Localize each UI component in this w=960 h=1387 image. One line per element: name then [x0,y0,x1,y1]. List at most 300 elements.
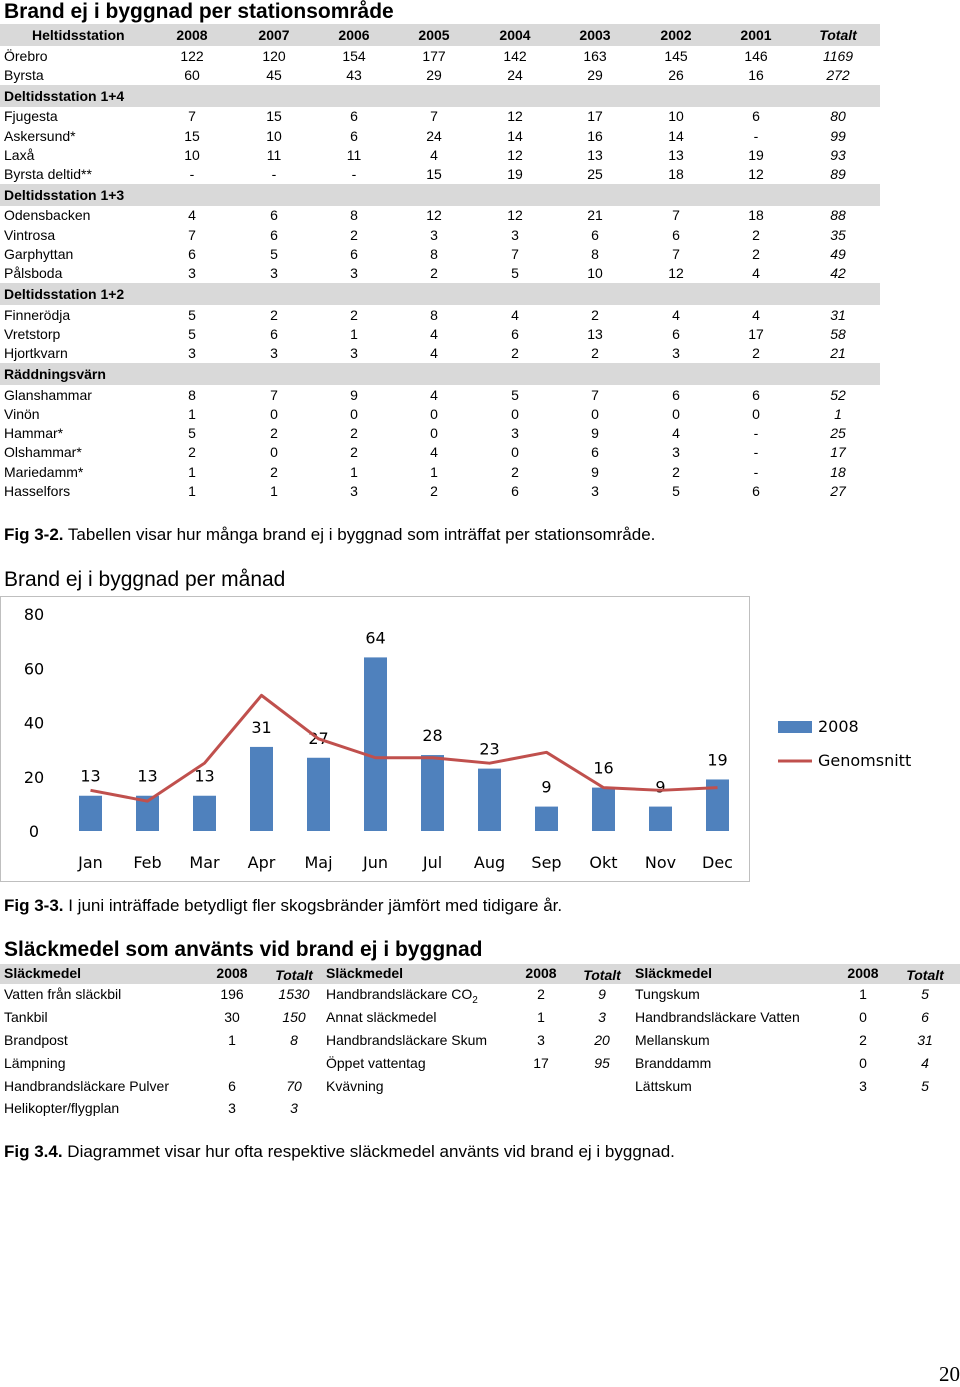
station-name: Mariedamm* [4,463,84,480]
cell-value: 0 [672,405,680,422]
row-total: 49 [830,246,846,263]
cell-value: 3 [430,226,438,243]
subscript: 2 [472,994,478,1006]
cell-value: 1 [430,463,438,480]
station-name: Laxå [4,146,35,163]
cell-value: 154 [342,47,366,64]
cell-value: 4 [430,325,438,342]
extinguisher-2008: 1 [859,986,867,1002]
cell-value: 3 [270,265,278,282]
year-header: 2001 [740,27,772,43]
cell-value: 24 [507,66,523,83]
section-row [0,184,880,206]
cell-value: 21 [587,207,603,224]
cell-value: 2 [511,345,519,362]
legend-label: 2008 [818,717,859,736]
extinguisher-name: Handbrandsläckare $CO_2$ [326,986,478,1006]
cell-value: 1 [270,482,278,499]
cell-value: 10 [184,146,200,163]
cell-value: 1 [350,325,358,342]
cell-value: 6 [752,108,760,125]
cell-value: 2 [188,444,196,461]
cell-value: 15 [184,127,200,144]
x-tick-label: Maj [304,853,333,872]
x-tick-label: Aug [473,853,506,872]
table1-title: Brand ej i byggnad per stationsområde [4,0,394,23]
y-tick-label: 0 [28,822,40,841]
extinguisher-total: 9 [598,986,606,1002]
table-row [0,145,880,164]
cell-value: 9 [350,386,358,403]
bar-data-label: 31 [251,717,272,737]
extinguisher-name: Kvävning [326,1078,384,1094]
cell-value: 8 [430,246,438,263]
table-row [0,385,880,404]
col-header-year: 2008 [216,965,248,981]
extinguisher-name: Mellanskum [635,1032,710,1048]
y-tick-label: 20 [23,767,45,787]
cell-value: 18 [748,207,764,224]
monthly-chart [0,596,960,886]
station-name: Hjortkvarn [4,345,68,362]
bar [421,755,444,831]
cell-value: 6 [672,386,680,403]
station-name: Glanshammar [4,386,92,403]
extinguisher-name: Handbrandsläckare Skum [326,1032,488,1048]
station-name: Askersund* [4,127,76,144]
table-row [0,481,880,500]
cell-value: 6 [350,127,358,144]
extinguisher-total: 5 [921,1078,929,1094]
station-name: Byrsta [4,66,44,83]
cell-value: - [753,463,759,480]
cell-value: 60 [184,66,200,83]
row-total: 99 [830,127,846,144]
cell-value: 3 [350,265,358,282]
extinguisher-name: Branddamm [635,1055,712,1071]
cell-value: 120 [262,47,286,64]
bar [364,657,387,831]
cell-value: 122 [180,47,204,64]
cell-value: 2 [270,306,278,323]
table-header-row [0,24,880,46]
cell-value: - [351,166,357,183]
year-header: 2006 [338,27,370,43]
extinguisher-name: Öppet vattentag [326,1055,426,1071]
cell-value: 4 [752,265,760,282]
cell-value: 3 [270,345,278,362]
station-table [0,24,880,501]
cell-value: 4 [752,306,760,323]
station-name: Vretstorp [4,325,61,342]
cell-value: - [753,127,759,144]
cell-value: 3 [672,345,680,362]
cell-value: 3 [511,226,519,243]
extinguisher-2008: 0 [859,1055,867,1071]
cell-value: 1 [350,463,358,480]
table-row [0,462,880,481]
cell-value: 6 [350,108,358,125]
row-total: 1 [834,405,842,422]
cell-value: 5 [672,482,680,499]
bar-data-label: 13 [137,766,158,786]
cell-value: 2 [752,226,760,243]
cell-value: 0 [270,405,278,422]
bar [79,796,102,831]
extinguisher-total: 150 [282,1009,306,1025]
table-row [0,344,880,363]
station-name: Byrsta deltid** [4,166,92,183]
extinguisher-total: 3 [290,1100,298,1116]
cell-value: 12 [507,108,523,125]
cell-value: 1 [188,463,196,480]
fig-3-2-caption: Fig 3-2. Tabellen visar hur många brand ej i byggnad som inträffat per stationsområde. [4,525,656,544]
cell-value: 0 [511,405,519,422]
extinguisher-total: 8 [290,1032,298,1048]
cell-value: 6 [270,226,278,243]
bar-data-label: 28 [422,726,443,746]
table-row [0,264,880,283]
cell-value: 3 [188,345,196,362]
station-name: Garphyttan [4,246,74,263]
bar [535,807,558,831]
station-name: Fjugesta [4,108,58,125]
section-row [0,85,880,107]
cell-value: 6 [672,226,680,243]
row-total: 89 [830,166,846,183]
cell-value: 17 [587,108,603,125]
total-header: Totalt [819,27,857,43]
cell-value: 4 [430,444,438,461]
average-line [91,695,718,801]
x-tick-label: Feb [133,853,162,872]
cell-value: 4 [188,207,196,224]
cell-value: 10 [668,108,684,125]
cell-value: 13 [668,146,684,163]
col-header-name: Släckmedel [635,965,713,981]
bar [307,758,330,831]
extinguisher-total: 5 [921,986,929,1002]
cell-value: 10 [587,265,603,282]
cell-value: 0 [511,444,519,461]
x-tick-label: Dec [702,853,733,872]
cell-value: 7 [430,108,438,125]
cell-value: 5 [188,306,196,323]
extinguisher-name: Handbrandsläckare Pulver [4,1078,169,1094]
cell-value: 0 [350,405,358,422]
cell-value: 2 [752,246,760,263]
row-total: 17 [830,444,846,461]
cell-value: 4 [430,386,438,403]
fig-3-3-caption: Fig 3-3. I juni inträffade betydligt fler skogsbränder jämfört med tidigare år. [4,896,563,915]
cell-value: 14 [668,127,684,144]
table3-title: Släckmedel som använts vid brand ej i byggnad [4,938,483,961]
cell-value: 8 [430,306,438,323]
extinguisher-2008: 2 [859,1032,867,1048]
section-label: Deltidsstation 1+2 [4,285,125,302]
cell-value: 0 [430,405,438,422]
cell-value: 10 [266,127,282,144]
station-name: Hasselfors [4,482,71,499]
cell-value: 3 [350,482,358,499]
cell-value: 3 [511,425,519,442]
extinguisher-2008: 30 [224,1009,240,1025]
cell-value: 12 [668,265,684,282]
cell-value: 2 [270,425,278,442]
x-tick-label: Nov [644,853,677,872]
cell-value: 6 [511,325,519,342]
cell-value: 2 [752,345,760,362]
cell-value: 4 [672,425,680,442]
cell-value: 7 [188,108,196,125]
cell-value: 2 [270,463,278,480]
station-name: Olshammar* [4,444,82,461]
cell-value: 15 [426,166,442,183]
bar [193,796,216,831]
table-row [0,206,880,225]
cell-value: 0 [270,444,278,461]
section-label: Räddningsvärn [4,365,106,382]
bar [478,769,501,831]
cell-value: 12 [426,207,442,224]
extinguisher-name: Tungskum [635,986,700,1002]
table-row [0,404,880,423]
extinguisher-total: 31 [917,1032,933,1048]
cell-value: 6 [270,325,278,342]
cell-value: 163 [583,47,607,64]
cell-value: 0 [591,405,599,422]
cell-value: 3 [188,265,196,282]
row-total: 42 [830,265,846,282]
cell-value: 0 [752,405,760,422]
cell-value: 3 [591,482,599,499]
extinguisher-total: 4 [921,1055,929,1071]
extinguisher-total: 20 [594,1032,610,1048]
cell-value: 19 [748,146,764,163]
row-total: 25 [830,425,846,442]
fig-3-4-caption: Fig 3.4. Diagrammet visar hur ofta respektive släckmedel använts vid brand ej i byggnad. [4,1142,675,1161]
cell-value: 6 [591,444,599,461]
cell-value: 2 [591,306,599,323]
col-header-total: Totalt [583,967,621,983]
station-name: Örebro [4,47,48,64]
station-name: Vinön [4,405,40,422]
extinguisher-2008: 0 [859,1009,867,1025]
cell-value: 15 [266,108,282,125]
extinguisher-2008: 1 [537,1009,545,1025]
col-header-total: Totalt [906,967,944,983]
cell-value: 12 [507,207,523,224]
section-row [0,363,880,385]
col-header-year: 2008 [847,965,879,981]
bar-data-label: 27 [308,728,329,748]
table-row [0,305,880,324]
cell-value: 2 [350,306,358,323]
bar-data-label: 9 [655,777,666,797]
cell-value: 6 [188,246,196,263]
table-row [0,244,880,263]
extinguisher-total: 6 [921,1009,929,1025]
cell-value: 1 [188,482,196,499]
legend-bar-swatch [778,721,812,733]
cell-value: 6 [270,207,278,224]
cell-value: 6 [350,246,358,263]
station-name: Hammar* [4,425,64,442]
table-row [0,126,880,145]
row-total: 35 [830,226,846,243]
col-header-name: Släckmedel [326,965,404,981]
x-tick-label: Jan [78,853,103,872]
section-row [0,283,880,305]
cell-value: 12 [507,146,523,163]
extinguisher-name: Handbrandsläckare Vatten [635,1009,800,1025]
cell-value: 1 [188,405,196,422]
header-label: Heltidsstation [32,27,125,43]
cell-value: 8 [591,246,599,263]
extinguisher-name: Brandpost [4,1032,68,1048]
cell-value: 7 [270,386,278,403]
bar-data-label: 23 [479,739,500,759]
cell-value: 146 [744,47,768,64]
cell-value: - [753,444,759,461]
extinguisher-2008: 196 [220,986,244,1002]
cell-value: 6 [591,226,599,243]
extinguisher-total: 3 [598,1009,606,1025]
cell-value: 6 [752,482,760,499]
y-tick-label: 60 [23,659,45,679]
cell-value: 6 [511,482,519,499]
cell-value: 142 [503,47,527,64]
col-header-year: 2008 [525,965,557,981]
extinguisher-name: Lättskum [635,1078,692,1094]
extinguisher-total: 1530 [278,986,310,1002]
col-header-name: Släckmedel [4,965,82,981]
row-total: 272 [826,66,850,83]
cell-value: 11 [266,146,282,163]
cell-value: 2 [430,265,438,282]
table-row [0,46,880,65]
extinguisher-name: Annat släckmedel [326,1009,437,1025]
cell-value: 25 [587,166,603,183]
cell-value: 3 [672,444,680,461]
station-name: Pålsboda [4,265,63,282]
station-name: Odensbacken [4,207,91,224]
cell-value: 24 [426,127,442,144]
table-row [0,107,880,126]
cell-value: 3 [350,345,358,362]
legend-label: Genomsnitt [818,751,912,770]
cell-value: 5 [188,325,196,342]
table-row [0,423,880,442]
cell-value: 43 [346,66,362,83]
cell-value: 13 [587,146,603,163]
year-header: 2003 [579,27,611,43]
cell-value: 9 [591,463,599,480]
cell-value: 4 [430,146,438,163]
cell-value: 13 [587,325,603,342]
row-total: 88 [830,207,846,224]
extinguisher-name: Helikopter/flygplan [4,1100,120,1116]
cell-value: 9 [591,425,599,442]
row-total: 52 [830,386,846,403]
extinguisher-2008: 3 [228,1100,236,1116]
cell-value: 29 [587,66,603,83]
x-tick-label: Okt [589,853,618,872]
cell-value: 2 [672,463,680,480]
cell-value: 8 [188,386,196,403]
cell-value: 8 [350,207,358,224]
cell-value: - [753,425,759,442]
cell-value: 177 [422,47,446,64]
cell-value: 0 [430,425,438,442]
extinguisher-2008: 1 [228,1032,236,1048]
row-total: 1169 [822,47,854,64]
cell-value: 6 [672,325,680,342]
y-tick-label: 40 [23,713,45,733]
year-header: 2008 [176,27,208,43]
cell-value: 4 [672,306,680,323]
cell-value: 4 [430,345,438,362]
bar-data-label: 19 [707,750,728,770]
cell-value: 11 [346,146,362,163]
extinguisher-2008: 3 [859,1078,867,1094]
table-row [0,324,880,343]
extinguisher-total: 95 [594,1055,610,1071]
station-name: Vintrosa [4,226,56,243]
row-total: 58 [830,325,846,342]
table-row [0,443,880,462]
table-row [0,225,880,244]
cell-value: 26 [668,66,684,83]
extinguisher-table-header [0,964,960,984]
year-header: 2004 [499,27,531,43]
cell-value: 4 [511,306,519,323]
bar [250,747,273,831]
extinguisher-name: Tankbil [4,1009,48,1025]
section-label: Deltidsstation 1+3 [4,186,125,203]
cell-value: 2 [350,425,358,442]
cell-value: 2 [350,444,358,461]
row-total: 18 [830,463,846,480]
table-row [0,65,880,84]
bar-data-label: 16 [593,758,614,778]
col-header-total: Totalt [275,967,313,983]
bar-data-label: 13 [80,766,101,786]
row-total: 93 [830,146,846,163]
row-total: 21 [830,345,846,362]
cell-value: 2 [430,482,438,499]
x-tick-label: Apr [247,853,276,872]
row-total: 27 [830,482,846,499]
cell-value: 6 [752,386,760,403]
row-total: 80 [830,108,846,125]
bar-data-label: 64 [365,628,386,648]
bar [592,788,615,831]
x-tick-label: Mar [189,853,220,872]
x-tick-label: Jul [422,853,443,872]
cell-value: - [189,166,195,183]
extinguisher-2008: 17 [533,1055,549,1071]
extinguisher-name: Vatten från släckbil [4,986,122,1002]
cell-value: 145 [664,47,688,64]
cell-value: 2 [511,463,519,480]
cell-value: 29 [426,66,442,83]
cell-value: 5 [511,386,519,403]
cell-value: 5 [188,425,196,442]
year-header: 2005 [418,27,450,43]
extinguisher-2008: 2 [537,986,545,1002]
year-header: 2002 [660,27,692,43]
